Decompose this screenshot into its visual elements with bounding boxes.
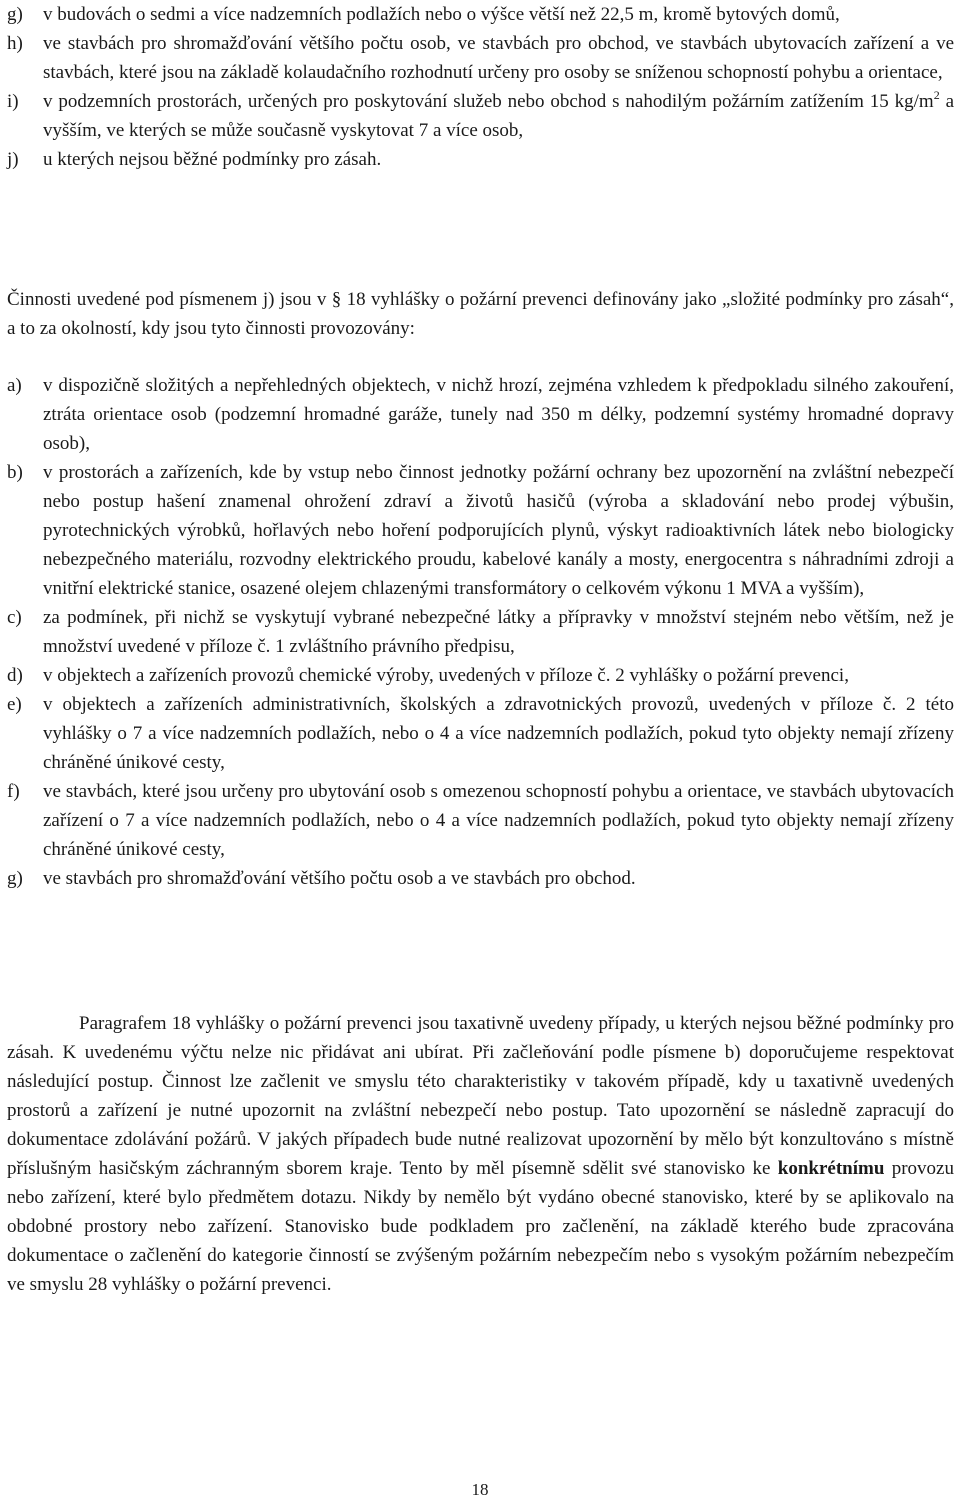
list-item (7, 864, 954, 893)
text-after-superscript: a vyšším, ve kterých se může současně vyskytovat 7 a více osob, (43, 91, 954, 141)
text-before-superscript: v podzemních prostorách, určených pro poskytování služeb nebo obchod s nahodilým požárním zatížením 15 kg/m (43, 91, 934, 112)
list-marker: g) (7, 4, 23, 25)
list-item-text (43, 88, 954, 141)
list-item-text: v objektech a zařízeních provozů chemické výroby, uvedených v příloze č. 2 vyhlášky o požární prevenci, (43, 665, 849, 686)
superscript: 2 (933, 88, 940, 102)
list-item-text: v dispozičně složitých a nepřehledných objektech, v nichž hrozí, zejména vzhledem k předpokladu silného zakouření, ztráta orientace osob (podzemní hromadné garáže, tunely nad 350 m délky, podzemní systémy hromadné dopravy osob), (43, 375, 954, 454)
list-item (7, 29, 954, 87)
list-item (7, 145, 954, 174)
list-item (7, 690, 954, 777)
list-marker: c) (7, 607, 22, 628)
list-marker: b) (7, 462, 23, 483)
list-item-text: ve stavbách pro shromažďování většího počtu osob, ve stavbách pro obchod, ve stavbách ubytovacích zařízení a ve stavbách, které jsou na základě kolaudačního rozhodnutí určeny pro osoby se sníženou schopností pohybu a orientace, (43, 33, 954, 83)
paragraph-text-continued: provozu nebo zařízení, které bylo předmětem dotazu. Nikdy by nemělo být vydáno obecné stanovisko, které by se aplikovalo na obdobné prostory nebo zařízení. Stanovisko bude podkladem pro začlenění, na základě kterého bude zpracována dokumentace o začlenění do kategorie činností se zvýšeným požárním nebezpečím nebo s vysokým požárním nebezpečím ve smyslu 28 vyhlášky o požární prevenci. (7, 1158, 954, 1295)
list-marker: f) (7, 781, 20, 802)
paragraph-text: Paragrafem 18 vyhlášky o požární prevenci jsou taxativně uvedeny případy, u kterých nejsou běžné podmínky pro zásah. K uvedenému výčtu nelze nic přidávat ani ubírat. Při začleňování podle písmene b) doporučujeme respektovat následující postup. Činnost lze začlenit ve smyslu této charakteristiky v takovém případě, kdy u taxativně uvedených prostorů a zařízení je nutné upozornit na zvláštní nebezpečí nebo postup. Tato upozornění se následně zapracují do dokumentace zdolávání požárů. V jakých případech bude nutné realizovat upozornění by mělo být konzultováno s místně příslušným hasičským záchranným sborem kraje. Tento by měl písemně sdělit své stanovisko ke (7, 1013, 954, 1179)
list-continuation (7, 0, 954, 174)
list-item (7, 87, 954, 145)
list-item (7, 371, 954, 458)
list-marker: g) (7, 868, 23, 889)
list-item-text: v objektech a zařízeních administrativních, školských a zdravotnických provozů, uvedených v příloze č. 2 této vyhlášky o 7 a více nadzemních podlažích, nebo o 4 a více nadzemních podlažích, pokud tyto objekty nemají zřízeny chráněné únikové cesty, (43, 694, 954, 773)
list-item (7, 0, 954, 29)
list-item (7, 603, 954, 661)
intro-paragraph: Činnosti uvedené pod písmenem j) jsou v § 18 vyhlášky o požární prevenci definovány jako „složité podmínky pro zásah“, a to za okolností, kdy jsou tyto činnosti provozovány: (7, 289, 954, 339)
bold-emphasis: konkrétnímu (777, 1158, 885, 1179)
list-marker: a) (7, 375, 22, 396)
list-item-text: v budovách o sedmi a více nadzemních podlažích nebo o výšce větší než 22,5 m, kromě bytových domů, (43, 4, 840, 25)
list-marker: j) (7, 149, 19, 170)
list-marker: d) (7, 665, 23, 686)
list-item-text: u kterých nejsou běžné podmínky pro zásah. (43, 149, 382, 170)
list-marker: e) (7, 694, 22, 715)
list-marker: i) (7, 91, 19, 112)
conditions-list (7, 371, 954, 893)
page-number: 18 (471, 1480, 489, 1499)
list-item-text: za podmínek, při nichž se vyskytují vybrané nebezpečné látky a přípravky v množství stejném nebo větším, než je množství uvedené v příloze č. 1 zvláštního právního předpisu, (43, 607, 954, 657)
list-item (7, 458, 954, 603)
list-item-text: ve stavbách, které jsou určeny pro ubytování osob s omezenou schopností pohybu a orientace, ve stavbách ubytovacích zařízení o 7 a více nadzemních podlažích, nebo o 4 a více nadzemních podlažích, pokud tyto objekty nemají zřízeny chráněné únikové cesty, (43, 781, 954, 860)
list-item (7, 661, 954, 690)
list-item-text: v prostorách a zařízeních, kde by vstup nebo činnost jednotky požární ochrany bez upozornění na zvláštní nebezpečí nebo postup hašení znamenal ohrožení zdraví a životů hasičů (výroba a skladování nebo prodej výbušin, pyrotechnických výrobků, hořlavých nebo hoření podporujících plynů, výskyt radioaktivních látek nebo biologicky nebezpečného materiálu, rozvodny elektrického proudu, kabelové kanály a mosty, energocentra s náhradními zdroji a vnitřní elektrické stanice, osazené olejem chlazenými transformátory o celkovém výkonu 1 MVA a vyšším), (43, 462, 954, 599)
body-paragraph (7, 1009, 954, 1299)
list-item-text: ve stavbách pro shromažďování většího počtu osob a ve stavbách pro obchod. (43, 868, 636, 889)
list-marker: h) (7, 33, 23, 54)
list-item (7, 777, 954, 864)
